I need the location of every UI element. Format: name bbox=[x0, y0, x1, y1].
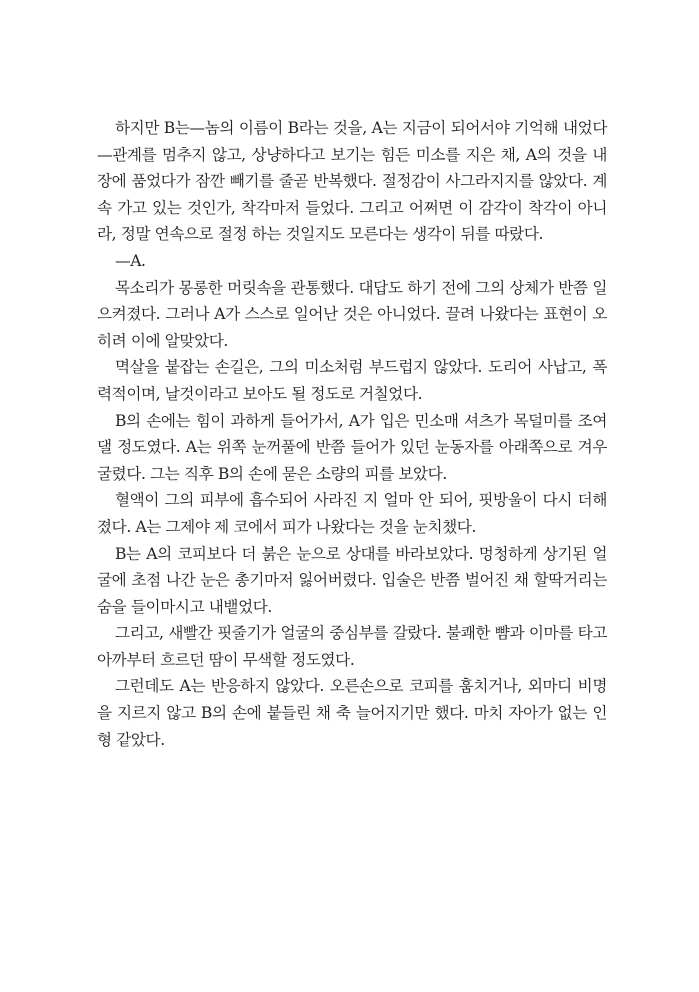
document-body bbox=[97, 115, 607, 753]
paragraph-9: 그런데도 A는 반응하지 않았다. 오른손으로 코피를 훔치거나, 외마디 비명을 지르지 않고 B의 손에 붙들린 채 축 늘어지기만 했다. 마치 자아가 없는 인형 같았다. bbox=[97, 677, 607, 749]
paragraph-7: B는 A의 코피보다 더 붉은 눈으로 상대를 바라보았다. 멍청하게 상기된 얼굴에 초점 나간 눈은 총기마저 잃어버렸다. 입술은 반쯤 벌어진 채 할딱거리는 숨을 들이마시고 내뱉었다. bbox=[97, 544, 607, 616]
paragraph-3: 목소리가 몽롱한 머릿속을 관통했다. 대답도 하기 전에 그의 상체가 반쯤 일으켜졌다. 그러나 A가 스스로 일어난 것은 아니었다. 끌려 나왔다는 표현이 오히려 이에 알맞았다. bbox=[97, 278, 607, 350]
paragraph-8: 그리고, 새빨간 핏줄기가 얼굴의 중심부를 갈랐다. 불쾌한 뺨과 이마를 타고 아까부터 흐르던 땀이 무색할 정도였다. bbox=[97, 624, 607, 669]
paragraph-5: B의 손에는 힘이 과하게 들어가서, A가 입은 민소매 셔츠가 목덜미를 조여댈 정도였다. A는 위쪽 눈꺼풀에 반쯤 들어가 있던 눈동자를 아래쪽으로 겨우 굴렸다. 그는 직후 B의 손에 묻은 소량의 피를 보았다. bbox=[97, 411, 607, 483]
paragraph-4: 멱살을 붙잡는 손길은, 그의 미소처럼 부드럽지 않았다. 도리어 사납고, 폭력적이며, 날것이라고 보아도 될 정도로 거칠었다. bbox=[97, 358, 607, 403]
paragraph-1: 하지만 B는—놈의 이름이 B라는 것을, A는 지금이 되어서야 기억해 내었다—관계를 멈추지 않고, 상냥하다고 보기는 힘든 미소를 지은 채, A의 것을 내장에 품었다가 잠깐 빼기를 줄곧 반복했다. 절정감이 사그라지지를 않았다. 계속 가고 있는 것인가, 착각마저 들었다. 그리고 어쩌면 이 감각이 착각이 아니라, 정말 연속으로 절정 하는 것일지도 모른다는 생각이 뒤를 따랐다. bbox=[97, 119, 607, 244]
paragraph-2: —A. bbox=[115, 251, 146, 270]
paragraph-6: 혈액이 그의 피부에 흡수되어 사라진 지 얼마 안 되어, 핏방울이 다시 더해졌다. A는 그제야 제 코에서 피가 나왔다는 것을 눈치챘다. bbox=[97, 491, 607, 536]
